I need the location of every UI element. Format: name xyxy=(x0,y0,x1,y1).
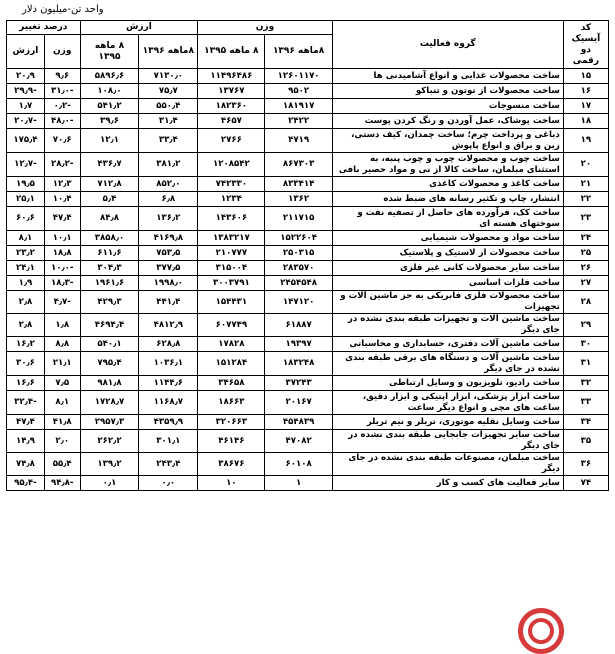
row-activity: ساخت ماشین آلات و تجهیزات طبقه بندی نشده در جای دیگر xyxy=(332,314,563,337)
row-code: ۱۶ xyxy=(563,84,608,99)
row-weight-1396: ۱۴۷۱۲۰ xyxy=(265,291,332,314)
row-value-1396: ۳۷۷٫۵ xyxy=(139,261,198,276)
row-activity: ساخت ماشین آلات و دستگاه های برقی طبقه بندی نشده در جای دیگر xyxy=(332,352,563,376)
table-row xyxy=(7,231,609,246)
row-change-value: -۲۰٫۷ xyxy=(7,114,45,129)
table-row xyxy=(7,207,609,231)
row-value-1395: ۳۰۴٫۳ xyxy=(80,261,139,276)
row-code: ۲۵ xyxy=(563,246,608,261)
row-activity: ساخت چوب و محصولات چوب و چوب پنبه، به استثنای مبلمان، ساخت کالا از نی و مواد حصیر بافی xyxy=(332,153,563,177)
row-value-1395: ۱۲٫۱ xyxy=(80,129,139,153)
row-value-1396: ۵۵۰٫۴ xyxy=(139,99,198,114)
row-code: ۱۵ xyxy=(563,69,608,84)
row-change-value: ۱۶٫۲ xyxy=(7,337,45,352)
row-value-1396: ۳۸۱٫۲ xyxy=(139,153,198,177)
table-row xyxy=(7,129,609,153)
row-value-1396: ۸۵۲٫۰ xyxy=(139,177,198,192)
row-value-1396: ۱۱۴۴٫۶ xyxy=(139,376,198,391)
row-activity: دباغی و پرداخت چرم؛ ساخت چمدان، کیف دستی، زین و براق و انواع پاپوش xyxy=(332,129,563,153)
row-activity: ساخت محصولات فلزی فابریکی به جز ماشین آلات و تجهیزات xyxy=(332,291,563,314)
row-weight-1395: ۱۸۶۶۳ xyxy=(198,391,265,415)
row-activity: ساخت فلزات اساسی xyxy=(332,276,563,291)
row-weight-1396: ۱۸۱۹۱۷ xyxy=(265,99,332,114)
row-weight-1396: ۲۴۵۴۵۴۸ xyxy=(265,276,332,291)
row-code: ۲۲ xyxy=(563,192,608,207)
row-weight-1396: ۲۰۱۶۷ xyxy=(265,391,332,415)
row-weight-1396: ۱۵۲۲۶۰۴ xyxy=(265,231,332,246)
row-weight-1395: ۳۱۵۰۰۴ xyxy=(198,261,265,276)
row-change-weight: -۴۸٫۰ xyxy=(44,114,80,129)
row-value-1396: ۷۵۳٫۵ xyxy=(139,246,198,261)
row-change-value: ۲۳٫۲ xyxy=(7,246,45,261)
table-header xyxy=(7,21,609,69)
value-1395-header: ۸ ماهه ۱۳۹۵ xyxy=(80,35,139,69)
row-weight-1395: ۱۸۲۳۶۰ xyxy=(198,99,265,114)
row-weight-1396: ۸۳۳۴۱۴ xyxy=(265,177,332,192)
row-weight-1396: ۲۴۲۲ xyxy=(265,114,332,129)
row-change-value: ۷۴٫۸ xyxy=(7,453,45,476)
row-change-weight: -۹۴٫۸ xyxy=(44,476,80,491)
row-value-1395: ۷۹۵٫۴ xyxy=(80,352,139,376)
row-change-value: -۹۵٫۴ xyxy=(7,476,45,491)
row-value-1395: ۵۸۹۶٫۶ xyxy=(80,69,139,84)
row-activity: ساخت ابزار پزشکی، ابزار اپتیکی و ابزار دقیق، ساعت های مچی و انواع دیگر ساعت xyxy=(332,391,563,415)
row-value-1395: ۴۳۶٫۷ xyxy=(80,153,139,177)
row-change-weight: -۱۸٫۳ xyxy=(44,276,80,291)
row-value-1395: ۳۹٫۶ xyxy=(80,114,139,129)
row-weight-1395: ۱۳۷۶۷ xyxy=(198,84,265,99)
row-value-1395: ۱۹۶۱٫۶ xyxy=(80,276,139,291)
row-weight-1396: ۶۰۱۰۸ xyxy=(265,453,332,476)
table-row xyxy=(7,246,609,261)
row-value-1395: ۲۶۲٫۲ xyxy=(80,430,139,453)
table-row xyxy=(7,430,609,453)
row-change-weight: -۳۱٫۰ xyxy=(44,84,80,99)
row-value-1396: ۶٫۸ xyxy=(139,192,198,207)
unit-note: واحد تن-میلیون دلار xyxy=(22,4,104,15)
table-row xyxy=(7,453,609,476)
table-row xyxy=(7,276,609,291)
industry-table xyxy=(6,20,609,491)
row-value-1396: ۳۰۱٫۱ xyxy=(139,430,198,453)
row-value-1396: ۱۳۶٫۲ xyxy=(139,207,198,231)
row-value-1396: ۳۳٫۴ xyxy=(139,129,198,153)
row-weight-1395: ۷۴۲۳۳۰ xyxy=(198,177,265,192)
row-value-1395: ۱۷۲۸٫۷ xyxy=(80,391,139,415)
row-weight-1395: ۱۴۳۶۰۶ xyxy=(198,207,265,231)
row-value-1395: ۳۸۵۸٫۰ xyxy=(80,231,139,246)
row-value-1395: ۱۳۹٫۲ xyxy=(80,453,139,476)
row-change-value: ۱٫۹ xyxy=(7,276,45,291)
row-change-weight: ۷٫۵ xyxy=(44,376,80,391)
row-activity: ساخت کاغذ و محصولات کاغذی xyxy=(332,177,563,192)
row-value-1396: ۱۹۹۸٫۰ xyxy=(139,276,198,291)
row-code: ۱۹ xyxy=(563,129,608,153)
row-change-value: ۱۶٫۶ xyxy=(7,376,45,391)
row-value-1395: ۸۴٫۸ xyxy=(80,207,139,231)
row-value-1396: ۱۱۶۸٫۷ xyxy=(139,391,198,415)
row-code: ۷۴ xyxy=(563,476,608,491)
row-activity: ساخت سایر محصولات کانی غیر فلزی xyxy=(332,261,563,276)
row-weight-1396: ۱۹۳۹۷ xyxy=(265,337,332,352)
activity-header: گروه فعالیت xyxy=(332,21,563,69)
row-value-1395: ۵٫۴ xyxy=(80,192,139,207)
row-weight-1395: ۶۰۷۷۴۹ xyxy=(198,314,265,337)
row-weight-1396: ۴۵۴۸۳۹ xyxy=(265,415,332,430)
table-row xyxy=(7,391,609,415)
row-activity: ساخت محصولات از توتون و تنباکو xyxy=(332,84,563,99)
table-row xyxy=(7,192,609,207)
row-weight-1396: ۲۸۳۵۷۰ xyxy=(265,261,332,276)
row-value-1395: ۹۸۱٫۸ xyxy=(80,376,139,391)
row-change-value: ۲۰٫۹ xyxy=(7,69,45,84)
row-weight-1395: ۲۷۶۶ xyxy=(198,129,265,153)
row-code: ۳۶ xyxy=(563,453,608,476)
row-code: ۳۰ xyxy=(563,337,608,352)
row-change-value: ۸٫۱ xyxy=(7,231,45,246)
row-change-weight: ۱۰٫۱ xyxy=(44,231,80,246)
row-code: ۲۷ xyxy=(563,276,608,291)
row-change-value: ۱۹٫۵ xyxy=(7,177,45,192)
row-code: ۳۱ xyxy=(563,352,608,376)
row-value-1395: ۴۶۹۴٫۴ xyxy=(80,314,139,337)
row-activity: ساخت محصولات غذایی و انواع آشامیدنی ها xyxy=(332,69,563,84)
row-change-weight: ۴۱٫۸ xyxy=(44,415,80,430)
table-row xyxy=(7,415,609,430)
table-body xyxy=(7,69,609,491)
row-change-weight: -۰٫۲ xyxy=(44,99,80,114)
weight-1396-header: ۸ماهه ۱۳۹۶ xyxy=(265,35,332,69)
table-row xyxy=(7,84,609,99)
row-code: ۲۰ xyxy=(563,153,608,177)
row-weight-1395: ۴۶۱۴۶ xyxy=(198,430,265,453)
row-activity: ساخت ماشین آلات دفتری، حسابداری و محاسباتی xyxy=(332,337,563,352)
row-change-weight: ۱۲٫۳ xyxy=(44,177,80,192)
row-change-weight: ۱٫۸ xyxy=(44,314,80,337)
table-row xyxy=(7,352,609,376)
row-change-value: -۳۲٫۴ xyxy=(7,391,45,415)
row-code: ۲۴ xyxy=(563,231,608,246)
row-value-1396: ۷۱۳۰٫۰ xyxy=(139,69,198,84)
row-change-weight: ۷۰٫۶ xyxy=(44,129,80,153)
row-value-1395: ۵۴۰٫۱ xyxy=(80,337,139,352)
row-change-value: ۲۴٫۱ xyxy=(7,261,45,276)
row-change-value: ۲٫۸ xyxy=(7,314,45,337)
row-weight-1395: ۱۰ xyxy=(198,476,265,491)
row-change-value: ۶۰٫۶ xyxy=(7,207,45,231)
isic-header: کد آیسیک دو رقمی xyxy=(563,21,608,69)
row-weight-1395: ۱۵۱۲۸۴ xyxy=(198,352,265,376)
row-weight-1395: ۱۲۰۸۵۴۲ xyxy=(198,153,265,177)
row-weight-1395: ۳۸۶۷۶ xyxy=(198,453,265,476)
table-row xyxy=(7,291,609,314)
row-change-weight: ۹٫۶ xyxy=(44,69,80,84)
row-value-1396: ۴۸۱۲٫۹ xyxy=(139,314,198,337)
row-weight-1396: ۸۶۷۳۰۳ xyxy=(265,153,332,177)
row-weight-1396: ۱۳۶۲ xyxy=(265,192,332,207)
row-weight-1395: ۴۶۵۷ xyxy=(198,114,265,129)
table-row xyxy=(7,114,609,129)
row-value-1396: ۶۲۸٫۸ xyxy=(139,337,198,352)
row-activity: ساخت منسوجات xyxy=(332,99,563,114)
row-activity: سایر فعالیت های کسب و کار xyxy=(332,476,563,491)
row-weight-1396: ۴۷۰۸۲ xyxy=(265,430,332,453)
row-weight-1395: ۳۴۶۵۸ xyxy=(198,376,265,391)
row-activity: ساخت سایر تجهیزات جابجایی طبقه بندی نشده در جای دیگر xyxy=(332,430,563,453)
row-value-1395: ۵۴۱٫۲ xyxy=(80,99,139,114)
row-weight-1396: ۲۱۱۷۱۵ xyxy=(265,207,332,231)
row-weight-1396: ۳۷۲۴۳ xyxy=(265,376,332,391)
row-code: ۲۱ xyxy=(563,177,608,192)
change-weight-header: وزن xyxy=(44,35,80,69)
row-value-1396: ۷۵٫۷ xyxy=(139,84,198,99)
change-value-header: ارزش xyxy=(7,35,45,69)
row-weight-1395: ۱۳۸۳۲۱۷ xyxy=(198,231,265,246)
row-value-1396: ۰٫۰ xyxy=(139,476,198,491)
row-weight-1396: ۱۲۶۰۱۱۷۰ xyxy=(265,69,332,84)
row-activity: ساخت پوشاک، عمل آوردن و رنگ کردن پوست xyxy=(332,114,563,129)
row-weight-1395: ۱۷۸۲۸ xyxy=(198,337,265,352)
value-1396-header: ۸ماهه ۱۳۹۶ xyxy=(139,35,198,69)
table-row xyxy=(7,69,609,84)
row-change-value: ۲۵٫۱ xyxy=(7,192,45,207)
row-change-value: ۲٫۸ xyxy=(7,291,45,314)
weight-1395-header: ۸ ماهه ۱۳۹۵ xyxy=(198,35,265,69)
row-change-weight: -۲۸٫۲ xyxy=(44,153,80,177)
row-value-1395: ۴۲۹٫۳ xyxy=(80,291,139,314)
row-weight-1396: ۱ xyxy=(265,476,332,491)
row-change-value: ۱۷۵٫۴ xyxy=(7,129,45,153)
row-activity: ساخت محصولات از لاستیک و پلاستیک xyxy=(332,246,563,261)
row-activity: ساخت مواد و محصولات شیمیایی xyxy=(332,231,563,246)
row-value-1396: ۳۱٫۴ xyxy=(139,114,198,129)
row-code: ۳۲ xyxy=(563,376,608,391)
row-code: ۳۴ xyxy=(563,415,608,430)
row-value-1396: ۴۴۱٫۴ xyxy=(139,291,198,314)
row-value-1396: ۴۳۵۹٫۹ xyxy=(139,415,198,430)
table-row xyxy=(7,177,609,192)
row-code: ۳۵ xyxy=(563,430,608,453)
row-change-value: -۲۹٫۹ xyxy=(7,84,45,99)
row-value-1396: ۲۴۳٫۴ xyxy=(139,453,198,476)
row-change-value: ۱۴٫۹ xyxy=(7,430,45,453)
table-row xyxy=(7,261,609,276)
row-activity: ساخت کک، فرآورده های حاصل از تصفیه نفت و سوختهای هسته ای xyxy=(332,207,563,231)
row-weight-1396: ۲۵۰۳۱۵ xyxy=(265,246,332,261)
row-change-weight: ۸٫۱ xyxy=(44,391,80,415)
row-weight-1395: ۱۵۴۴۳۱ xyxy=(198,291,265,314)
row-weight-1396: ۶۱۸۸۷ xyxy=(265,314,332,337)
row-code: ۲۳ xyxy=(563,207,608,231)
row-change-weight: ۴۷٫۴ xyxy=(44,207,80,231)
row-code: ۲۹ xyxy=(563,314,608,337)
row-weight-1395: ۲۱۰۷۷۷ xyxy=(198,246,265,261)
row-weight-1396: ۱۸۳۲۴۸ xyxy=(265,352,332,376)
row-weight-1395: ۳۲۰۶۶۳ xyxy=(198,415,265,430)
row-change-weight: ۱۸٫۸ xyxy=(44,246,80,261)
row-value-1395: ۰٫۱ xyxy=(80,476,139,491)
row-code: ۱۸ xyxy=(563,114,608,129)
row-weight-1396: ۹۵۰۲ xyxy=(265,84,332,99)
row-value-1395: ۱۰۸٫۰ xyxy=(80,84,139,99)
row-change-value: ۴۷٫۴ xyxy=(7,415,45,430)
row-weight-1395: ۳۰۰۳۷۹۱ xyxy=(198,276,265,291)
row-activity: ساخت مبلمان، مصنوعات طبقه بندی نشده در جای دیگر xyxy=(332,453,563,476)
table-row xyxy=(7,99,609,114)
row-code: ۲۶ xyxy=(563,261,608,276)
row-weight-1395: ۱۲۳۴ xyxy=(198,192,265,207)
row-change-weight: ۲۱٫۱ xyxy=(44,352,80,376)
row-activity: ساخت وسایل نقلیه موتوری، تریلر و نیم تریلر xyxy=(332,415,563,430)
value-header: ارزش xyxy=(80,21,198,35)
row-change-weight: ۲٫۰ xyxy=(44,430,80,453)
change-header: درصد تغییر xyxy=(7,21,81,35)
row-code: ۲۸ xyxy=(563,291,608,314)
row-activity: انتشار، چاپ و تکثیر رسانه های ضبط شده xyxy=(332,192,563,207)
row-value-1396: ۴۱۶۹٫۸ xyxy=(139,231,198,246)
row-code: ۳۳ xyxy=(563,391,608,415)
table-row xyxy=(7,314,609,337)
row-code: ۱۷ xyxy=(563,99,608,114)
table-row xyxy=(7,337,609,352)
row-change-value: ۳۰٫۶ xyxy=(7,352,45,376)
weight-header: وزن xyxy=(198,21,332,35)
row-weight-1396: ۴۷۱۹ xyxy=(265,129,332,153)
table-row xyxy=(7,376,609,391)
row-value-1395: ۷۱۲٫۸ xyxy=(80,177,139,192)
row-value-1395: ۶۱۱٫۶ xyxy=(80,246,139,261)
row-change-weight: -۴٫۷ xyxy=(44,291,80,314)
row-change-weight: ۵۵٫۴ xyxy=(44,453,80,476)
row-value-1396: ۱۰۳۶٫۱ xyxy=(139,352,198,376)
seal-logo-inner xyxy=(528,618,554,644)
row-change-value: -۱۲٫۷ xyxy=(7,153,45,177)
row-activity: ساخت رادیو، تلویزیون و وسایل ارتباطی xyxy=(332,376,563,391)
row-weight-1395: ۱۱۴۹۶۴۸۶ xyxy=(198,69,265,84)
row-change-weight: ۸٫۸ xyxy=(44,337,80,352)
row-change-weight: ۱۰٫۴ xyxy=(44,192,80,207)
table-row xyxy=(7,476,609,491)
row-value-1395: ۲۹۵۷٫۳ xyxy=(80,415,139,430)
row-change-value: ۱٫۷ xyxy=(7,99,45,114)
row-change-weight: -۱۰٫۰ xyxy=(44,261,80,276)
table-row xyxy=(7,153,609,177)
